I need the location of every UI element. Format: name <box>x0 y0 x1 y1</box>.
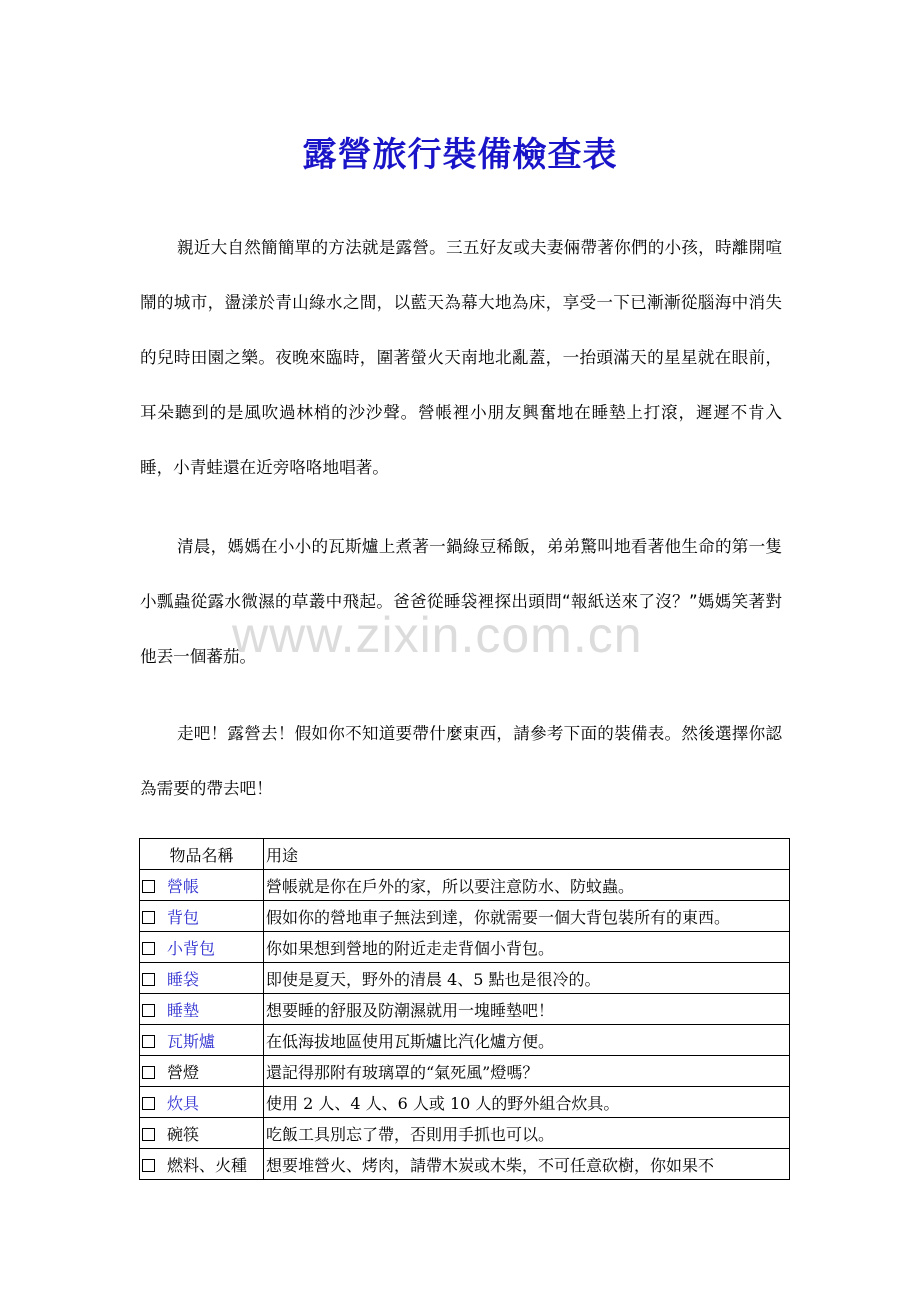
item-name-cell <box>140 901 264 932</box>
item-use-cell: 使用 2 人、4 人、6 人或 10 人的野外組合炊具。 <box>264 1087 790 1118</box>
item-use-cell: 想要堆營火、烤肉，請帶木炭或木柴，不可任意砍樹，你如果不 <box>264 1149 790 1180</box>
table-row <box>140 932 790 963</box>
item-name-cell <box>140 1149 264 1180</box>
table-row <box>140 1087 790 1118</box>
item-name-link[interactable]: 睡墊 <box>167 1000 200 1020</box>
item-name-link[interactable]: 炊具 <box>167 1093 200 1113</box>
item-use-cell: 還記得那附有玻璃罩的“氣死風”燈嗎？ <box>264 1056 790 1087</box>
item-name: 燃料、火種 <box>167 1155 248 1175</box>
table-header-row <box>140 839 790 870</box>
item-name-link[interactable]: 背包 <box>167 907 200 927</box>
table-row <box>140 1118 790 1149</box>
item-use-cell: 想要睡的舒服及防潮濕就用一塊睡墊吧！ <box>264 994 790 1025</box>
table-row <box>140 1149 790 1180</box>
call-to-action-paragraph: 走吧！露營去！假如你不知道要帶什麼東西，請參考下面的裝備表。然後選擇你認為需要的帶去吧！ <box>140 724 782 798</box>
checkbox-icon[interactable] <box>142 1159 155 1172</box>
item-name-cell <box>140 932 264 963</box>
item-name-cell <box>140 994 264 1025</box>
item-name-cell <box>140 870 264 901</box>
item-use-cell: 即使是夏天，野外的清晨 4、5 點也是很冷的。 <box>264 963 790 994</box>
item-use-cell: 在低海拔地區使用瓦斯爐比汽化爐方便。 <box>264 1025 790 1056</box>
checkbox-icon[interactable] <box>142 973 155 986</box>
item-name-link[interactable]: 小背包 <box>167 938 216 958</box>
item-name-cell <box>140 1087 264 1118</box>
checkbox-icon[interactable] <box>142 1128 155 1141</box>
item-use-cell: 吃飯工具別忘了帶，否則用手抓也可以。 <box>264 1118 790 1149</box>
item-name-link[interactable]: 營帳 <box>167 876 200 896</box>
table-row <box>140 870 790 901</box>
checkbox-icon[interactable] <box>142 1035 155 1048</box>
item-use-cell: 營帳就是你在戶外的家，所以要注意防水、防蚊蟲。 <box>264 870 790 901</box>
checkbox-icon[interactable] <box>142 1066 155 1079</box>
page-title: 露營旅行裝備檢查表 <box>302 135 618 175</box>
table-row <box>140 901 790 932</box>
item-name-link[interactable]: 睡袋 <box>167 969 200 989</box>
table-row <box>140 1025 790 1056</box>
header-item-use: 用途 <box>264 839 790 870</box>
item-name: 營燈 <box>167 1062 200 1082</box>
checkbox-icon[interactable] <box>142 942 155 955</box>
intro-paragraph: 親近大自然簡簡單的方法就是露營。三五好友或夫妻倆帶著你們的小孩，時離開喧鬧的城市，盪漾於青山綠水之間，以藍天為幕大地為床，享受一下已漸漸從腦海中消失的兒時田園之樂。夜晚來臨時，圍著螢火天南地北亂蓋，一抬頭滿天的星星就在眼前，耳朵聽到的是風吹過林梢的沙沙聲。營帳裡小朋友興奮地在睡墊上打滾，遲遲不肯入睡，小青蛙還在近旁咯咯地唱著。 <box>140 238 782 477</box>
checkbox-icon[interactable] <box>142 1097 155 1110</box>
item-name-cell <box>140 1025 264 1056</box>
item-use-cell: 假如你的營地車子無法到達，你就需要一個大背包裝所有的東西。 <box>264 901 790 932</box>
checkbox-icon[interactable] <box>142 880 155 893</box>
checkbox-icon[interactable] <box>142 1004 155 1017</box>
checkbox-icon[interactable] <box>142 911 155 924</box>
morning-paragraph: 清晨，媽媽在小小的瓦斯爐上煮著一鍋綠豆稀飯，弟弟驚叫地看著他生命的第一隻小瓢蟲從露水微濕的草叢中飛起。爸爸從睡袋裡探出頭問“報紙送來了沒？”媽媽笑著對他丟一個蕃茄。 <box>140 537 782 666</box>
watermark: www.zixin.com.cn <box>232 607 643 663</box>
equipment-table <box>139 838 790 1180</box>
header-item-name: 物品名稱 <box>140 839 264 870</box>
item-use-cell: 你如果想到營地的附近走走背個小背包。 <box>264 932 790 963</box>
item-name-cell <box>140 963 264 994</box>
item-name-link[interactable]: 瓦斯爐 <box>167 1031 216 1051</box>
item-name-cell <box>140 1056 264 1087</box>
item-name-cell <box>140 1118 264 1149</box>
table-row <box>140 963 790 994</box>
table-row <box>140 994 790 1025</box>
item-name: 碗筷 <box>167 1124 200 1144</box>
table-row <box>140 1056 790 1087</box>
